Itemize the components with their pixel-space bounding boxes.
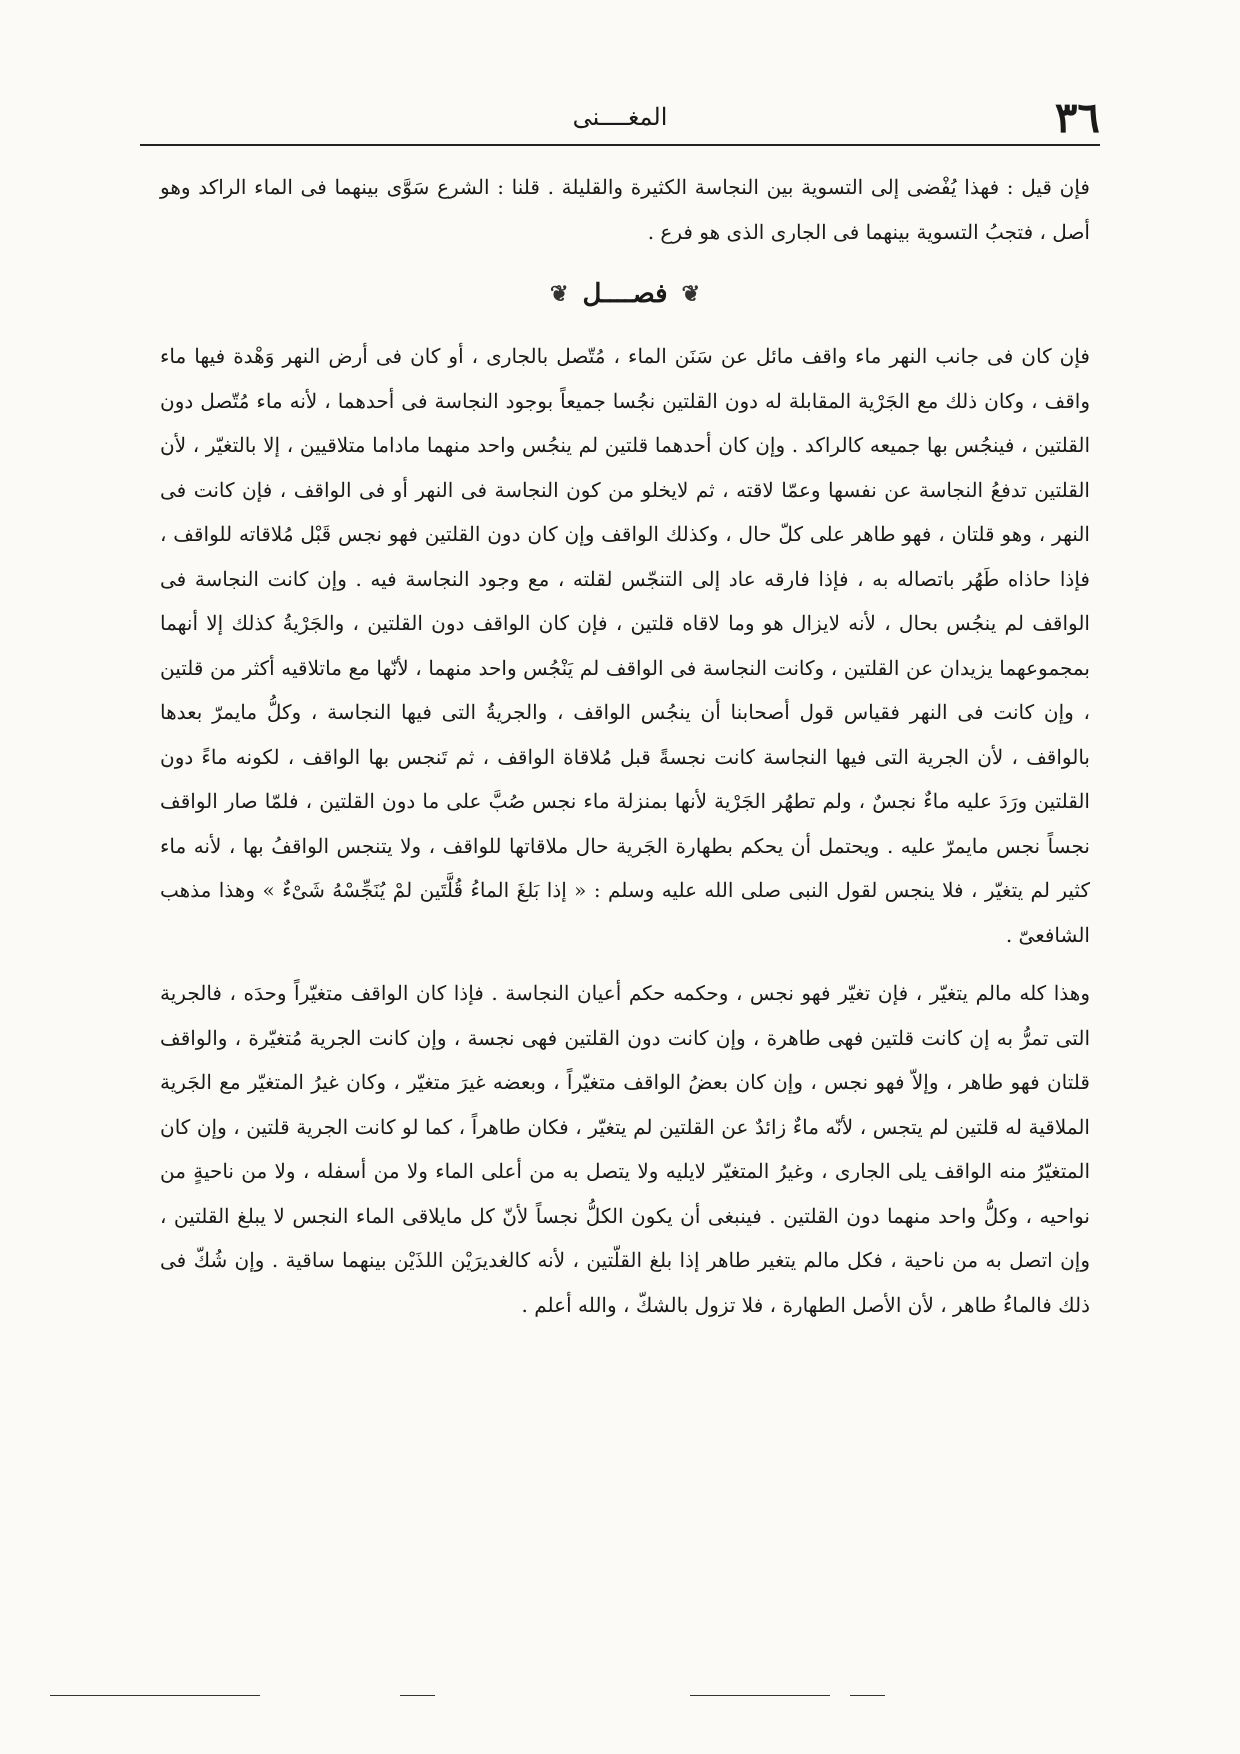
section-heading <box>160 272 1090 316</box>
footer-rule <box>400 1695 435 1696</box>
header-rule <box>140 144 1100 146</box>
ornament-right-icon: ❦ <box>681 281 701 307</box>
footer-rule <box>50 1695 260 1696</box>
running-head <box>140 90 1100 150</box>
book-title: المغــــنى <box>572 103 668 131</box>
footer-rule <box>690 1695 830 1696</box>
section-heading-text: فصــــل <box>582 279 668 309</box>
paragraph-1: فإن قيل : فهذا يُفْضى إلى التسوية بين النجاسة الكثيرة والقليلة . قلنا : الشرع سَوَّى بينهما فى الماء الراكد وهو أصل ، فتجبُ التسوية بينهما فى الجارى الذى هو فرع . <box>160 175 1090 244</box>
paragraph-2: فإن كان فى جانب النهر ماء واقف مائل عن سَنَن الماء ، مُتّصل بالجارى ، أو كان فى أرض النهر وَهْدة فيها ماء واقف ، وكان ذلك مع الجَرْية المقابلة له دون القلتين نجُسا جميعاً بوجود النجاسة فى أحدهما ، لأنه ماء مُتّصل دون القلتين ، فينجُس بها جميعه كالراكد . وإن كان أحدهما قلتين لم ينجُس واحد منهما ماداما متلاقيين ، إلا بالتغيّر ، لأن القلتين تدفعُ النجاسة عن نفسها وعمّا لاقته ، ثم لايخلو من كون النجاسة فى النهر أو فى الواقف ، فإن كانت فى النهر ، وهو قلتان ، فهو طاهر على كلّ حال ، وكذلك الواقف وإن كان دون القلتين فهو نجس قَبْل مُلاقاته للواقف ، فإذا حاذاه طَهُر باتصاله به ، فإذا فارقه عاد إلى التنجّس لقلته ، مع وجود النجاسة فيه . وإن كانت النجاسة فى الواقف لم ينجُس بحال ، لأنه لايزال هو وما لاقاه قلتين ، فإن كان الواقف دون القلتين ، والجَرْيةُ كذلك إلا أنهما بمجموعهما يزيدان عن القلتين ، وكانت النجاسة فى الواقف لم يَنْجُس واحد منهما ، لأنّها مع ماتلاقيه أكثر من قلتين ، وإن كانت فى النهر فقياس قول أصحابنا أن ينجُس الواقف ، والجريةُ التى فيها النجاسة ، وكلُّ مايمرّ بعدها بالواقف ، لأن الجرية التى فيها النجاسة كانت نجسةً قبل مُلاقاة الواقف ، ثم تَنجس بها الواقف ، لكونه ماءً دون القلتين ورَدَ عليه ماءٌ نجسٌ ، ولم تطهُر الجَرْية لأنها بمنزلة ماء نجس صُبَّ على ما دون القلتين ، فلمّا صار الواقف نجساً نجس مايمرّ عليه . ويحتمل أن يحكم بطهارة الجَرية حال ملاقاتها للواقف ، ولا يتنجس الواقفُ بها ، لأنه ماء كثير لم يتغيّر ، فلا ينجس لقول النبى صلى الله عليه وسلم : « إذا بَلغَ الماءُ قُلَّتَين لمْ يُنَجِّسْهُ شَىْءٌ » وهذا مذهب الشافعىّ . <box>160 344 1090 947</box>
paragraph-3: وهذا كله مالم يتغيّر ، فإن تغيّر فهو نجس ، وحكمه حكم أعيان النجاسة . فإذا كان الواقف متغيّراً وحدَه ، فالجرية التى تمرُّ به إن كانت قلتين فهى طاهرة ، وإن كانت دون القلتين فهى نجسة ، وإن كانت الجرية مُتغيّرة ، والواقف قلتان فهو طاهر ، وإلاّ فهو نجس ، وإن كان بعضُ الواقف متغيّراً ، وبعضه غيرَ متغيّر ، وكان غيرُ المتغيّر مع الجَرية الملاقية له قلتين لم يتجس ، لأنّه ماءٌ زائدٌ عن القلتين لم يتغيّر ، فكان طاهراً ، كما لو كانت الجرية قلتين ، وإن كان المتغيّرُ منه الواقف يلى الجارى ، وغيرُ المتغيّر لايليه ولا يتصل به من أعلى الماء ولا من أسفله ، ولا من ناحيةٍ من نواحيه ، وكلُّ واحد منهما دون القلتين . فينبغى أن يكون الكلُّ نجساً لأنّ كل مايلاقى الماء النجس لا يبلغ القلتين ، وإن اتصل به من ناحية ، فكل مالم يتغير طاهر إذا بلغ القلّتين ، لأنه كالغديرَيْن اللذَيْن بينهما ساقية . وإن شُكّ فى ذلك فالماءُ طاهر ، لأن الأصل الطهارة ، فلا تزول بالشكّ ، والله أعلم . <box>160 981 1090 1317</box>
footer-rule <box>850 1695 885 1696</box>
ornament-left-icon: ❦ <box>550 281 569 307</box>
page-number: ٣٦ <box>1054 93 1100 142</box>
body-text <box>160 165 1090 1327</box>
footer-rules <box>0 1695 1240 1715</box>
